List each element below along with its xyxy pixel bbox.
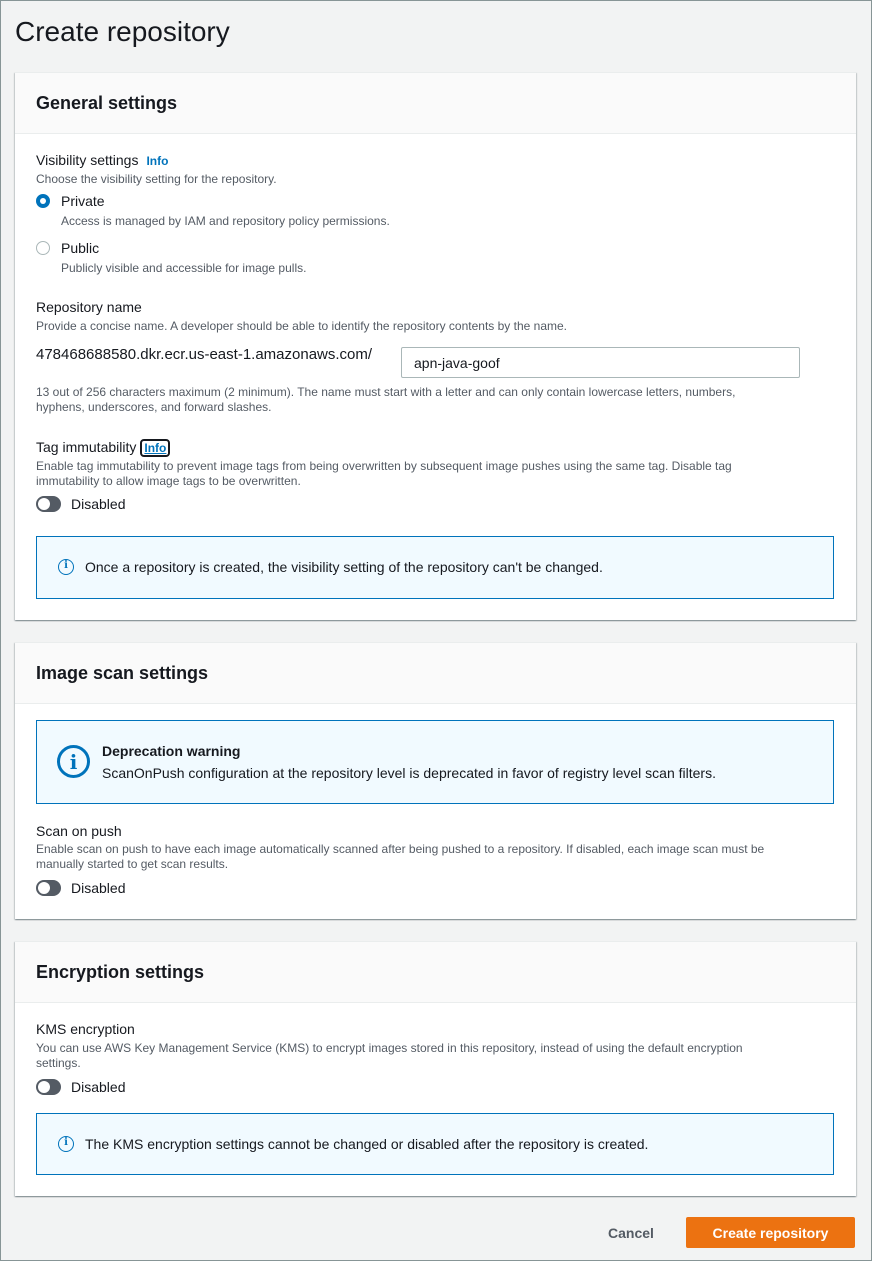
deprecation-warning: [36, 720, 834, 804]
deprecation-warning-title: Deprecation warning: [102, 743, 241, 759]
repo-name-input[interactable]: [401, 347, 800, 378]
general-settings-title: General settings: [36, 93, 178, 113]
kms-toggle[interactable]: [36, 1079, 125, 1095]
encryption-panel: [15, 941, 856, 1196]
image-scan-panel: [15, 642, 856, 919]
general-settings-panel: [15, 72, 856, 620]
kms-alert-text: The KMS encryption settings cannot be changed or disabled after the repository is created.: [85, 1136, 649, 1152]
repo-name-label: Repository name: [36, 299, 142, 315]
general-settings-header: [15, 73, 856, 134]
visibility-alert-text: Once a repository is created, the visibility setting of the repository can't be changed.: [85, 559, 603, 575]
cancel-button[interactable]: Cancel: [599, 1217, 663, 1249]
info-circle-icon: i: [58, 559, 74, 575]
radio-public-label: Public: [61, 240, 100, 256]
visibility-label: Visibility settings: [36, 152, 139, 168]
kms-description-2: settings.: [36, 1056, 81, 1070]
repo-name-constraint-1: 13 out of 256 characters maximum (2 minimum). The name must start with a letter and can only contain lowercase letters, numbers,: [36, 385, 736, 399]
image-scan-title: Image scan settings: [36, 663, 209, 683]
radio-private[interactable]: [36, 193, 105, 209]
encryption-header: [15, 942, 856, 1003]
kms-switch[interactable]: [36, 1079, 61, 1095]
create-repository-button[interactable]: Create repository: [686, 1217, 855, 1248]
page-title: Create repository: [15, 16, 230, 47]
tag-immutability-description-2: immutability to allow image tags to be overwritten.: [36, 474, 301, 488]
deprecation-warning-text: ScanOnPush configuration at the repository level is deprecated in favor of registry level scan filters.: [102, 765, 716, 781]
radio-public-control[interactable]: [36, 241, 50, 255]
tag-immutability-info-link[interactable]: Info: [144, 441, 167, 455]
scan-on-push-description-2: manually started to get scan results.: [36, 857, 229, 871]
kms-description-1: You can use AWS Key Management Service (KMS) to encrypt images stored in this repository, instead of using the default encryption: [36, 1041, 743, 1055]
repo-name-constraint-2: hyphens, underscores, and forward slashes.: [36, 400, 272, 414]
tag-immutability-switch[interactable]: [36, 496, 61, 512]
repo-uri-prefix: 478468688580.dkr.ecr.us-east-1.amazonaws.com/: [36, 346, 373, 363]
radio-public[interactable]: [36, 240, 99, 256]
scan-on-push-description-1: Enable scan on push to have each image automatically scanned after being pushed to a repository. If disabled, each image scan must be: [36, 842, 765, 856]
visibility-info-link[interactable]: Info: [146, 154, 169, 168]
radio-public-description: Publicly visible and accessible for image pulls.: [61, 261, 307, 275]
scan-on-push-toggle[interactable]: [36, 880, 125, 896]
radio-private-description: Access is managed by IAM and repository policy permissions.: [61, 214, 390, 228]
kms-label: KMS encryption: [36, 1021, 135, 1037]
info-circle-large-icon: i: [57, 745, 90, 778]
scan-on-push-label: Scan on push: [36, 823, 122, 839]
kms-state: Disabled: [71, 1079, 126, 1095]
kms-alert: [36, 1113, 834, 1175]
info-circle-icon: i: [58, 1136, 74, 1152]
scan-on-push-state: Disabled: [71, 880, 126, 896]
radio-private-label: Private: [61, 193, 105, 209]
encryption-title: Encryption settings: [36, 962, 205, 982]
visibility-alert: [36, 536, 834, 599]
repo-name-description: Provide a concise name. A developer should be able to identify the repository contents by the name.: [36, 319, 567, 333]
tag-immutability-label: Tag immutability: [36, 439, 137, 455]
tag-immutability-state: Disabled: [71, 496, 126, 512]
radio-private-control[interactable]: [36, 194, 50, 208]
image-scan-header: [15, 643, 856, 704]
tag-immutability-description-1: Enable tag immutability to prevent image tags from being overwritten by subsequent image pushes using the same tag. Disable tag: [36, 459, 732, 473]
scan-on-push-switch[interactable]: [36, 880, 61, 896]
visibility-description: Choose the visibility setting for the repository.: [36, 172, 277, 186]
tag-immutability-toggle[interactable]: [36, 496, 125, 512]
